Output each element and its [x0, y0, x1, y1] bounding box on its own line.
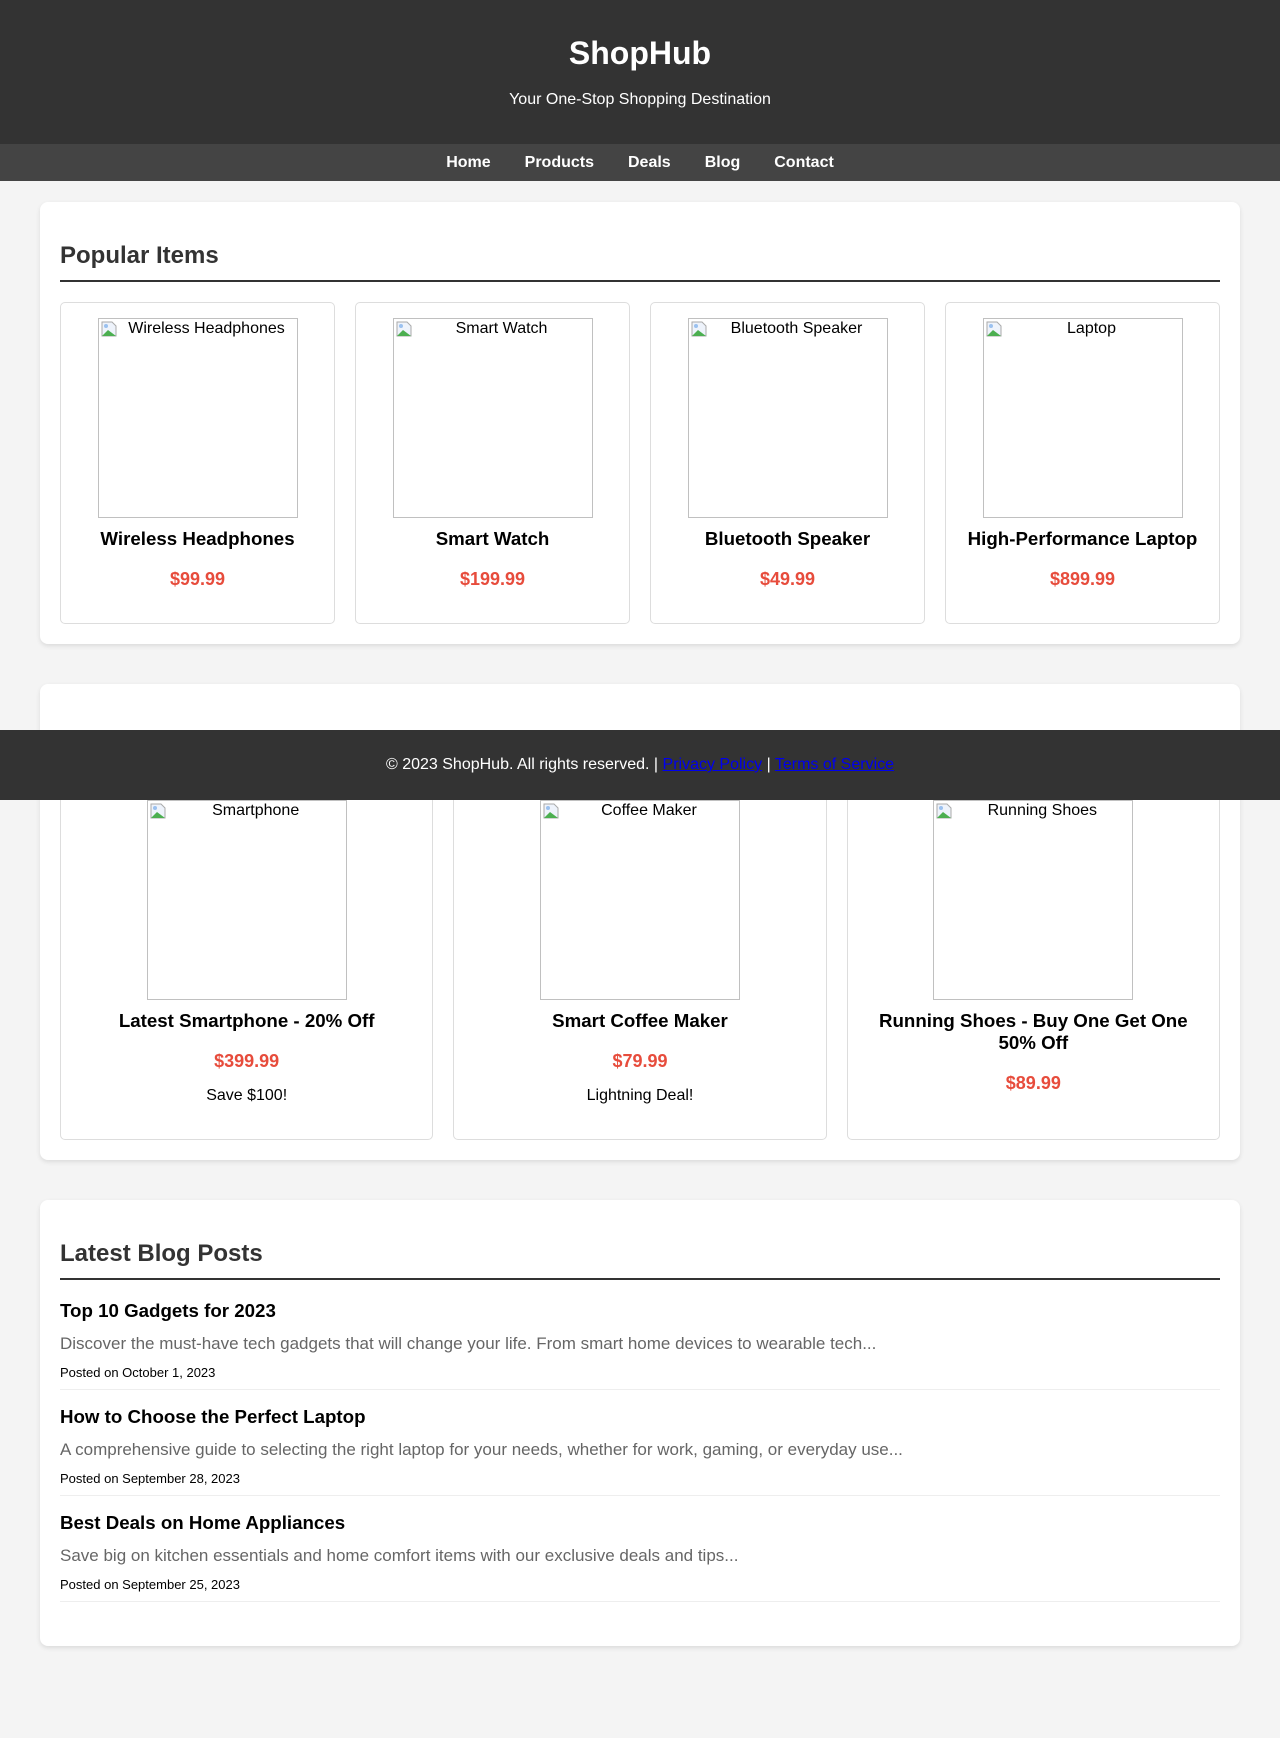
- site-title: ShopHub: [568, 35, 712, 71]
- broken-image-icon: [543, 803, 559, 819]
- deal-note: Save $100!: [206, 1087, 288, 1104]
- nav-contact[interactable]: Contact: [774, 154, 834, 171]
- privacy-policy-link[interactable]: Privacy Policy: [662, 756, 763, 773]
- blog-section: [40, 1200, 1240, 1646]
- product-card[interactable]: [60, 302, 335, 624]
- image-alt-text: Smartphone: [212, 802, 300, 819]
- main-content: [0, 181, 1280, 1706]
- product-image: [147, 800, 347, 1000]
- product-image: [688, 318, 888, 518]
- product-name: High-Performance Laptop: [967, 528, 1198, 549]
- product-price: $99.99: [169, 569, 226, 589]
- image-alt-text: Bluetooth Speaker: [730, 320, 863, 337]
- copyright-text: © 2023 ShopHub. All rights reserved. |: [385, 756, 659, 773]
- product-image: [393, 318, 593, 518]
- section-heading: Popular Items: [60, 242, 1220, 282]
- broken-image-icon: [101, 321, 117, 337]
- deal-card[interactable]: [60, 784, 433, 1140]
- blog-list: [60, 1300, 1220, 1602]
- deal-price: $89.99: [1005, 1073, 1061, 1093]
- site-header: [0, 0, 1280, 144]
- blog-post[interactable]: [60, 1406, 1220, 1496]
- deal-name: Smart Coffee Maker: [552, 1010, 728, 1031]
- product-price: $199.99: [459, 569, 526, 589]
- broken-image-icon: [936, 803, 952, 819]
- blog-post[interactable]: [60, 1300, 1220, 1390]
- deal-name: Running Shoes - Buy One Get One 50% Off: [879, 1010, 1188, 1053]
- nav-home[interactable]: Home: [446, 154, 491, 171]
- product-name: Wireless Headphones: [100, 528, 295, 549]
- nav-blog[interactable]: Blog: [704, 154, 741, 171]
- post-title[interactable]: Best Deals on Home Appliances: [60, 1512, 346, 1533]
- deal-name: Latest Smartphone - 20% Off: [118, 1010, 375, 1031]
- nav-deals[interactable]: Deals: [627, 154, 671, 171]
- image-alt-text: Wireless Headphones: [128, 320, 285, 337]
- product-name: Smart Watch: [435, 528, 550, 549]
- deals-grid: [60, 784, 1220, 1140]
- deal-card[interactable]: [453, 784, 826, 1140]
- product-image: [933, 800, 1133, 1000]
- broken-image-icon: [986, 321, 1002, 337]
- product-card[interactable]: [355, 302, 630, 624]
- section-heading: Latest Blog Posts: [60, 1240, 1220, 1280]
- broken-image-icon: [150, 803, 166, 819]
- post-title[interactable]: Top 10 Gadgets for 2023: [60, 1300, 276, 1321]
- image-alt-text: Running Shoes: [987, 802, 1098, 819]
- footer-separator: |: [766, 756, 771, 773]
- product-grid: [60, 302, 1220, 624]
- deal-price: $399.99: [214, 1051, 280, 1071]
- nav-products[interactable]: Products: [524, 154, 594, 171]
- broken-image-icon: [691, 321, 707, 337]
- post-date: Posted on September 28, 2023: [60, 1471, 240, 1486]
- site-tagline: Your One-Stop Shopping Destination: [509, 91, 771, 108]
- post-date: Posted on September 25, 2023: [60, 1577, 240, 1592]
- product-price: $899.99: [1049, 569, 1116, 589]
- image-alt-text: Coffee Maker: [601, 802, 697, 819]
- deal-card[interactable]: [847, 784, 1220, 1140]
- product-image: [98, 318, 298, 518]
- terms-of-service-link[interactable]: Terms of Service: [774, 756, 895, 773]
- post-excerpt: Save big on kitchen essentials and home comfort items with our exclusive deals and tips...: [60, 1546, 739, 1565]
- post-excerpt: Discover the must-have tech gadgets that will change your life. From smart home devices to wearable tech...: [60, 1334, 877, 1353]
- product-price: $49.99: [759, 569, 816, 589]
- main-nav: [0, 144, 1280, 181]
- product-card[interactable]: [945, 302, 1220, 624]
- post-title[interactable]: How to Choose the Perfect Laptop: [60, 1406, 366, 1427]
- post-date: Posted on October 1, 2023: [60, 1365, 216, 1380]
- deal-note: Lightning Deal!: [586, 1087, 694, 1104]
- broken-image-icon: [396, 321, 412, 337]
- site-footer: [0, 730, 1280, 800]
- image-alt-text: Smart Watch: [455, 320, 548, 337]
- deal-price: $79.99: [612, 1051, 668, 1071]
- product-image: [983, 318, 1183, 518]
- blog-post[interactable]: [60, 1512, 1220, 1602]
- product-name: Bluetooth Speaker: [704, 528, 871, 549]
- product-image: [540, 800, 740, 1000]
- image-alt-text: Laptop: [1067, 320, 1116, 337]
- post-excerpt: A comprehensive guide to selecting the right laptop for your needs, whether for work, gaming, or everyday use...: [60, 1440, 903, 1459]
- product-card[interactable]: [650, 302, 925, 624]
- popular-items-section: [40, 202, 1240, 644]
